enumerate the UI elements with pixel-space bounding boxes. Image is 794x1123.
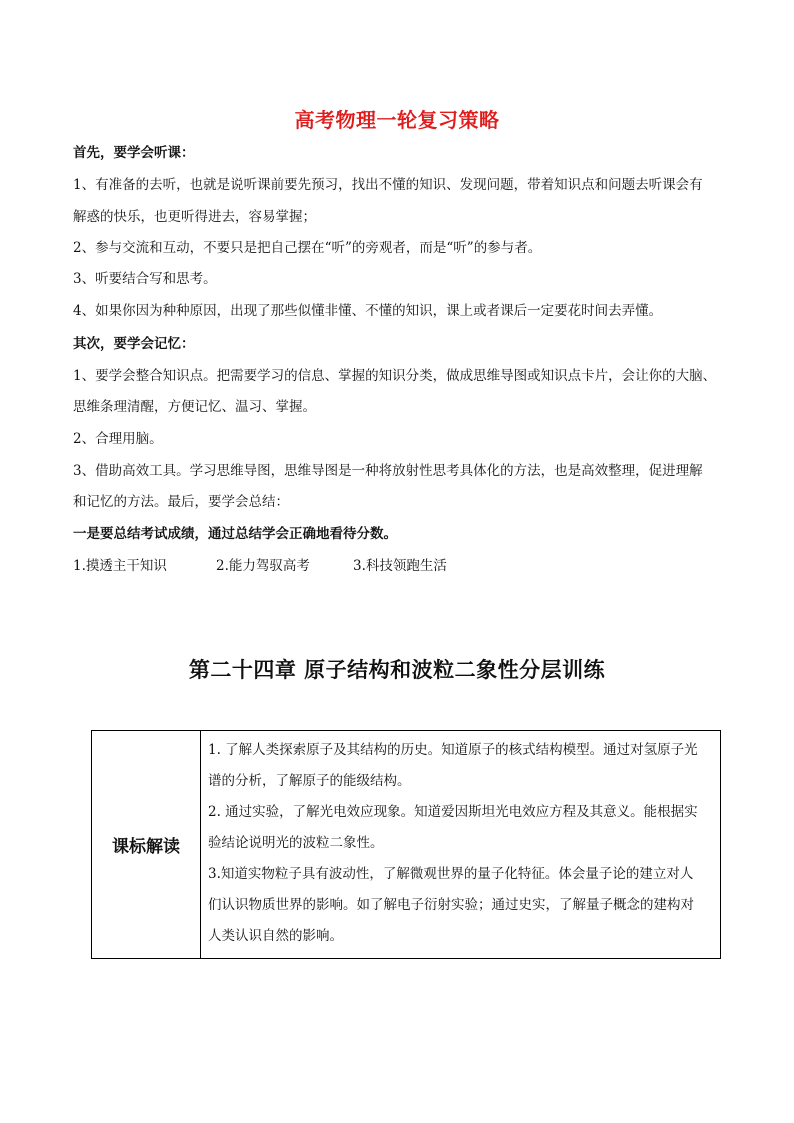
curriculum-standard-table xyxy=(91,730,721,959)
section1-line: 解惑的快乐，也更听得进去，容易掌握； xyxy=(73,209,316,225)
section2-line: 思维条理清醒，方便记忆、温习、掌握。 xyxy=(73,399,316,415)
standard-line: 3.知道实物粒子具有波动性，了解微观世界的量子化特征。体会量子论的建立对人 xyxy=(208,866,694,882)
tag-item: 3.科技领跑生活 xyxy=(353,558,447,574)
section1-line: 1、有准备的去听，也就是说听课前要先预习，找出不懂的知识、发现问题，带着知识点和问题去听课会有 xyxy=(73,177,703,193)
standard-line: 们认识物质世界的影响。如了解电子衍射实验；通过史实，了解量子概念的建构对 xyxy=(208,897,694,913)
section1-line: 3、听要结合写和思考。 xyxy=(73,271,217,287)
summary-line: 一是要总结考试成绩，通过总结学会正确地看待分数。 xyxy=(73,526,397,542)
tag-item: 2.能力驾驭高考 xyxy=(216,558,310,574)
standard-line: 谱的分析，了解原子的能级结构。 xyxy=(208,773,411,789)
section2-line: 1、要学会整合知识点。把需要学习的信息、掌握的知识分类，做成思维导图或知识点卡片，会让你的大脑、 xyxy=(73,368,717,384)
section1-line: 2、参与交流和互动，不要只是把自己摆在“听”的旁观者，而是“听”的参与者。 xyxy=(73,240,542,256)
standard-line: 验结论说明光的波粒二象性。 xyxy=(208,835,384,851)
section2-line: 2、合理用脑。 xyxy=(73,431,163,447)
section1-heading: 首先，要学会听课： xyxy=(73,145,195,161)
standard-line: 1. 了解人类探索原子及其结构的历史。知道原子的核式结构模型。通过对氢原子光 xyxy=(208,742,698,758)
standard-line: 人类认识自然的影响。 xyxy=(208,928,343,944)
tag-row xyxy=(73,556,447,576)
section1-line: 4、如果你因为种种原因，出现了那些似懂非懂、不懂的知识，课上或者课后一定要花时间去弄懂。 xyxy=(73,303,663,319)
table-content-cell xyxy=(201,731,721,959)
section2-line: 3、借助高效工具。学习思维导图，思维导图是一种将放射性思考具体化的方法，也是高效整理，促进理解 xyxy=(73,463,703,479)
table-label-cell: 课标解读 xyxy=(92,731,201,959)
standard-line: 2. 通过实验，了解光电效应现象。知道爱因斯坦光电效应方程及其意义。能根据实 xyxy=(208,804,698,820)
section2-heading: 其次，要学会记忆： xyxy=(73,336,195,352)
chapter-title: 第二十四章 原子结构和波粒二象性分层训练 xyxy=(188,657,606,682)
table-row xyxy=(92,731,721,959)
tag-item: 1.摸透主干知识 xyxy=(73,558,167,574)
section2-line: 和记忆的方法。最后，要学会总结： xyxy=(73,494,289,510)
document-title: 高考物理一轮复习策略 xyxy=(294,108,500,132)
